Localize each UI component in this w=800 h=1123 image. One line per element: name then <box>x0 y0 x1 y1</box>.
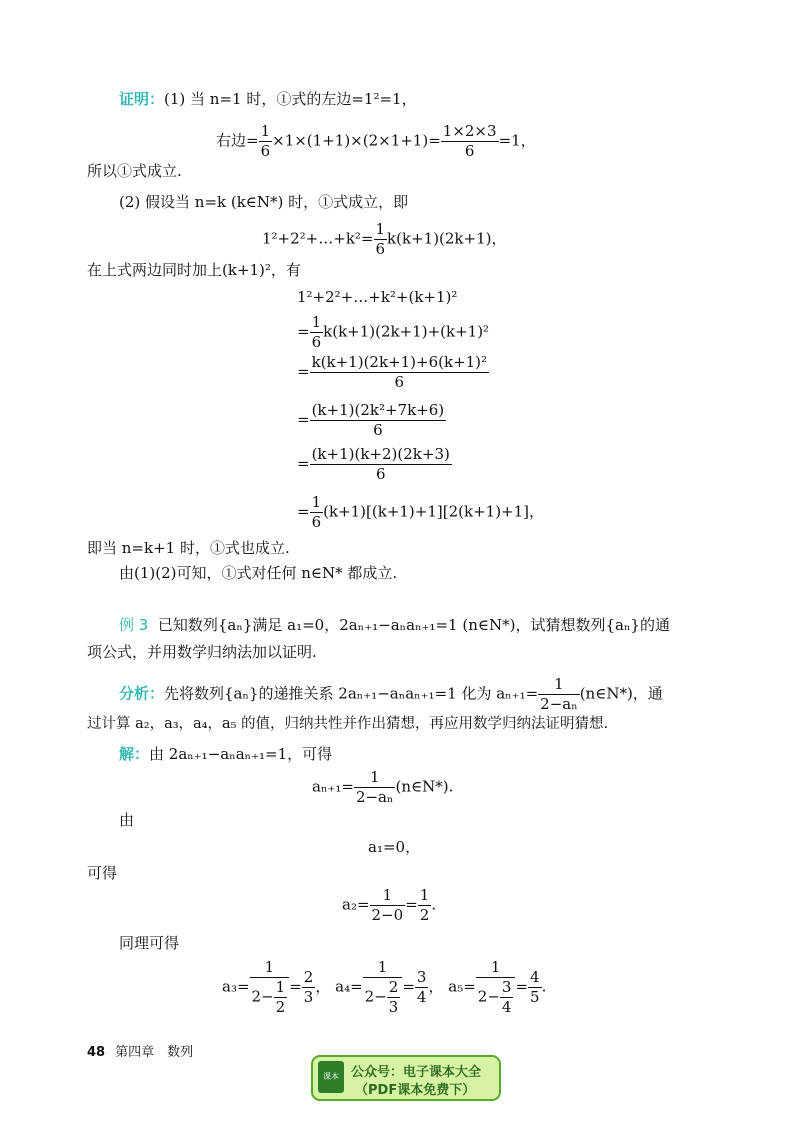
equals: = <box>405 895 418 914</box>
text: (n∈N*). <box>395 777 454 796</box>
denominator: 6 <box>311 513 322 531</box>
text: (n∈N*)，通 <box>579 684 663 703</box>
denominator: 6 <box>464 142 475 160</box>
fraction <box>418 888 432 923</box>
text: 2− <box>477 987 500 1006</box>
analysis-line-1 <box>119 677 663 712</box>
watermark-banner <box>311 1055 501 1101</box>
text: 先将数列{aₙ}的递推关系 2aₙ₊₁−aₙaₙ₊₁=1 化为 aₙ₊₁= <box>164 684 539 703</box>
numerator: 3 <box>416 968 427 986</box>
text: 1²+2²+…+k²= <box>262 229 374 248</box>
numerator: (k+1)(k+2)(2k+3) <box>311 445 450 463</box>
proof-step-2 <box>297 315 489 350</box>
denominator: 2 <box>275 998 286 1016</box>
page-footer <box>87 1041 193 1060</box>
proof-step-4 <box>297 403 446 438</box>
text: 2− <box>364 987 387 1006</box>
fraction <box>310 315 324 350</box>
denominator <box>363 978 403 1015</box>
solution-eq-1 <box>312 770 453 805</box>
fraction <box>441 124 499 159</box>
text: 右边= <box>216 131 259 150</box>
numerator: 1 <box>419 886 430 904</box>
proof-line-5 <box>262 222 507 257</box>
text: =1， <box>498 131 536 150</box>
example-text-1: 已知数列{aₙ}满足 a₁=0，2aₙ₊₁−aₙaₙ₊₁=1 (n∈N*)，试猜想数列{aₙ}的通 <box>157 616 670 634</box>
fraction <box>500 980 514 1015</box>
denominator <box>250 978 290 1015</box>
solution-eq-3 <box>342 888 436 923</box>
text: 2− <box>251 987 274 1006</box>
analysis-line-2: 过计算 a₂，a₃，a₄，a₅ 的值，归纳共性并作出猜想，再应用数学归纳法证明猜想. <box>87 716 609 732</box>
book-logo-icon: 课本 <box>318 1061 344 1093</box>
numerator: 1 <box>476 960 516 978</box>
denominator: 2−aₙ <box>540 695 578 713</box>
numerator: (k+1)(2k²+7k+6) <box>311 401 445 419</box>
equals: = <box>515 977 529 996</box>
fraction <box>387 980 401 1015</box>
numerator: 1 <box>370 888 406 906</box>
numerator: 4 <box>530 968 540 986</box>
denominator: 6 <box>373 421 383 439</box>
proof-line-8: 由(1)(2)可知，①式对任何 n∈N* 都成立. <box>119 564 398 582</box>
equals: = <box>289 977 302 996</box>
proof-step-5 <box>297 447 452 482</box>
proof-line-7: 即当 n=k+1 时，①式也成立. <box>87 539 290 557</box>
solution-line-1 <box>119 747 332 762</box>
proof-step-6 <box>297 495 544 530</box>
text: k(k+1)(2k+1)+(k+1)² <box>323 322 490 341</box>
proof-line-3: 所以①式成立. <box>87 162 182 180</box>
equals: = <box>402 977 415 996</box>
denominator: 6 <box>375 465 386 483</box>
numerator: 3 <box>501 978 512 996</box>
fraction <box>310 447 452 482</box>
numerator: 1 <box>354 770 396 788</box>
fraction <box>538 677 580 712</box>
numerator: 1 <box>275 978 286 996</box>
fraction <box>354 770 396 805</box>
solution-kede: 可得 <box>87 864 118 882</box>
banner-line-2: （PDF课本免费下） <box>355 1083 476 1098</box>
proof-line-6: 在上式两边同时加上(k+1)²，有 <box>87 261 301 279</box>
text: ， <box>428 977 444 996</box>
numerator: 2 <box>303 968 314 986</box>
example-line-1 <box>119 618 670 633</box>
proof-line-2 <box>216 124 536 159</box>
solution-eq-4 <box>222 960 546 1015</box>
denominator: 3 <box>303 988 314 1006</box>
denominator: 6 <box>394 373 405 391</box>
numerator: 1 <box>363 960 403 978</box>
analysis-label: 分析： <box>119 684 165 703</box>
solution-you: 由 <box>119 811 135 829</box>
text: ， <box>315 977 331 996</box>
denominator: 2−0 <box>371 906 404 924</box>
fraction <box>374 222 388 257</box>
denominator: 3 <box>388 998 399 1016</box>
fraction <box>310 495 324 530</box>
text: a₄= <box>335 977 363 996</box>
fraction <box>259 124 273 159</box>
denominator: 2−aₙ <box>355 788 394 806</box>
numerator: 1 <box>538 677 580 695</box>
proof-step-1: 1²+2²+…+k²+(k+1)² <box>297 288 458 306</box>
denominator: 4 <box>416 988 427 1006</box>
example-line-2: 项公式，并用数学归纳法加以证明. <box>87 643 317 661</box>
numerator: 1 <box>250 960 290 978</box>
numerator: 1 <box>311 493 322 511</box>
example-label: 例 3 <box>119 616 149 634</box>
proof-line-4: (2) 假设当 n=k (k∈N*) 时，①式成立，即 <box>119 193 409 211</box>
fraction <box>363 960 403 1015</box>
fraction <box>274 980 288 1015</box>
text: aₙ₊₁= <box>312 777 354 796</box>
fraction <box>476 960 516 1015</box>
banner-line-1: 公众号：电子课本大全 <box>351 1065 482 1080</box>
text: ×1×(1+1)×(2×1+1)= <box>272 131 441 150</box>
text: k(k+1)(2k+1)， <box>387 229 507 248</box>
equals: = <box>297 410 310 429</box>
denominator: 6 <box>311 333 322 351</box>
denominator: 2 <box>419 906 430 924</box>
denominator: 4 <box>501 998 512 1016</box>
equals: = <box>297 362 310 381</box>
chapter-title: 第四章 数列 <box>115 1045 194 1060</box>
text: 由 2aₙ₊₁−aₙaₙ₊₁=1，可得 <box>149 745 333 763</box>
denominator: 5 <box>530 988 540 1006</box>
text: a₃= <box>222 977 250 996</box>
text: a₂= <box>342 895 370 914</box>
proof-text-1: (1) 当 n=1 时，①式的左边=1²=1， <box>164 90 417 108</box>
fraction <box>250 960 290 1015</box>
numerator: k(k+1)(2k+1)+6(k+1)² <box>311 353 488 371</box>
equals: = <box>297 502 310 521</box>
text: (k+1)[(k+1)+1][2(k+1)+1]， <box>323 502 545 521</box>
equals: = <box>297 322 310 341</box>
fraction <box>302 970 316 1005</box>
solution-tongli: 同理可得 <box>119 934 180 952</box>
text: . <box>541 977 547 996</box>
proof-line-1 <box>119 92 417 107</box>
fraction <box>310 403 447 438</box>
text: a₅= <box>448 977 476 996</box>
numerator: 1×2×3 <box>442 122 497 140</box>
solution-label: 解： <box>119 745 150 763</box>
page-number: 48 <box>87 1045 106 1060</box>
fraction <box>528 970 542 1005</box>
proof-label: 证明： <box>119 90 165 108</box>
denominator <box>476 978 516 1015</box>
fraction <box>415 970 429 1005</box>
proof-step-3 <box>297 355 489 390</box>
numerator: 2 <box>388 978 399 996</box>
solution-eq-2: a₁=0， <box>368 838 421 856</box>
denominator: 6 <box>260 142 271 160</box>
text: . <box>431 895 437 914</box>
numerator: 1 <box>375 220 386 238</box>
fraction <box>370 888 406 923</box>
numerator: 1 <box>260 122 271 140</box>
fraction <box>310 355 489 390</box>
denominator: 6 <box>375 240 386 258</box>
equals: = <box>297 454 310 473</box>
numerator: 1 <box>311 313 322 331</box>
